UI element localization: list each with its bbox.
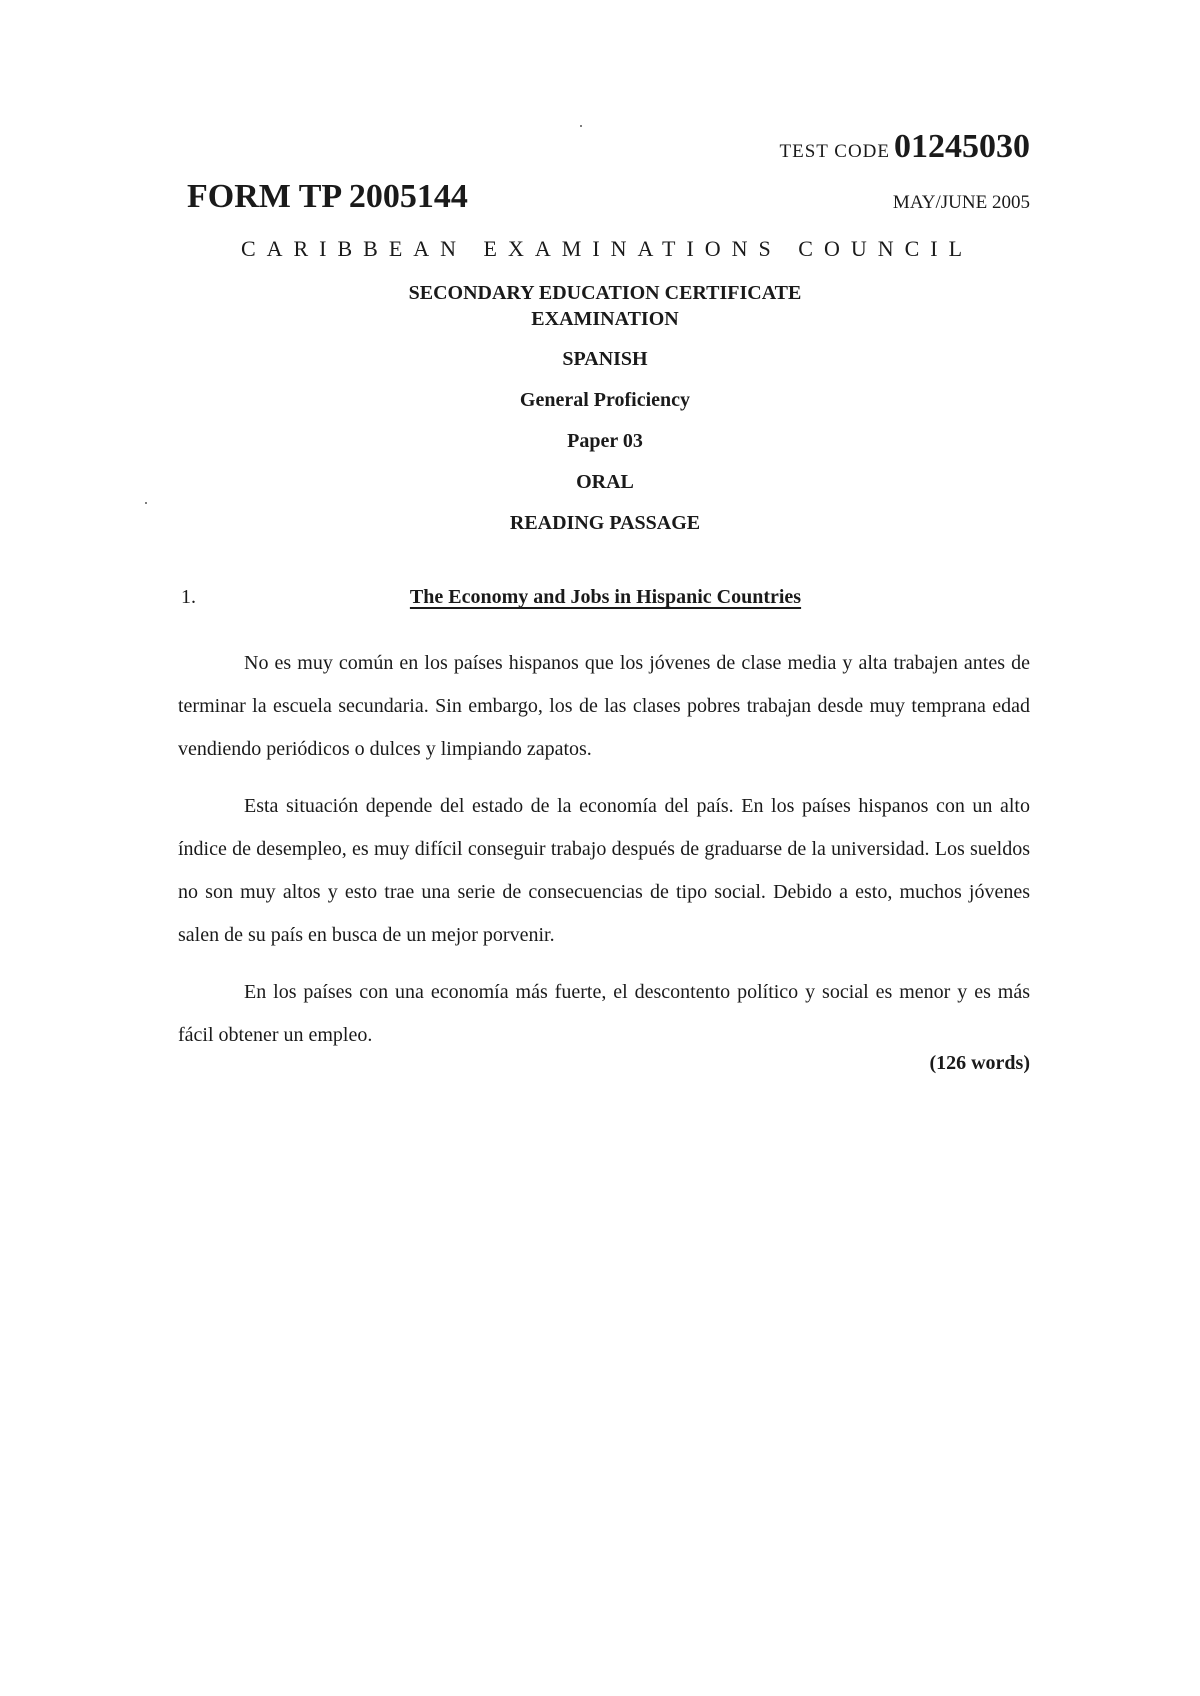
question-heading — [181, 586, 1030, 616]
word-count: (126 words) — [929, 1052, 1030, 1074]
certificate-title-line-1: SECONDARY EDUCATION CERTIFICATE — [408, 282, 802, 304]
passage-title: The Economy and Jobs in Hispanic Countries — [409, 586, 802, 608]
question-number: 1. — [181, 586, 196, 608]
scan-speck — [580, 125, 582, 127]
component-title: ORAL — [576, 471, 634, 493]
certificate-title-line-2: EXAMINATION — [531, 308, 679, 330]
form-line — [187, 178, 1030, 218]
proficiency-title: General Proficiency — [519, 389, 691, 411]
council-name: CARIBBEAN EXAMINATIONS COUNCIL — [240, 236, 974, 261]
test-code-label: TEST CODE — [779, 141, 890, 162]
title-block — [0, 280, 1200, 536]
test-code — [779, 128, 1030, 166]
exam-session: MAY/JUNE 2005 — [892, 192, 1030, 213]
passage-paragraph-1: No es muy común en los países hispanos que los jóvenes de clase media y alta trabajen antes de terminar la escuela secundaria. Sin embargo, los de las clases pobres trabajan desde muy temprana edad vendiendo periódicos o dulces y limpiando zapatos. — [178, 652, 1030, 760]
test-code-value: 01245030 — [894, 128, 1030, 165]
reading-passage — [178, 642, 1030, 1071]
subject-title: SPANISH — [562, 348, 648, 370]
passage-paragraph-3: En los países con una economía más fuerte, el descontento político y social es menor y es más fácil obtener un empleo. — [178, 981, 1030, 1046]
passage-paragraph-2: Esta situación depende del estado de la economía del país. En los países hispanos con un alto índice de desempleo, es muy difícil conseguir trabajo después de graduarse de la universidad. Los sueldos no son muy altos y esto trae una serie de consecuencias de tipo social. Debido a esto, muchos jóvenes salen de su país en busca de un mejor porvenir. — [178, 795, 1030, 946]
paper-title: Paper 03 — [567, 430, 643, 452]
section-title: READING PASSAGE — [509, 512, 701, 534]
form-number: FORM TP 2005144 — [187, 178, 468, 215]
